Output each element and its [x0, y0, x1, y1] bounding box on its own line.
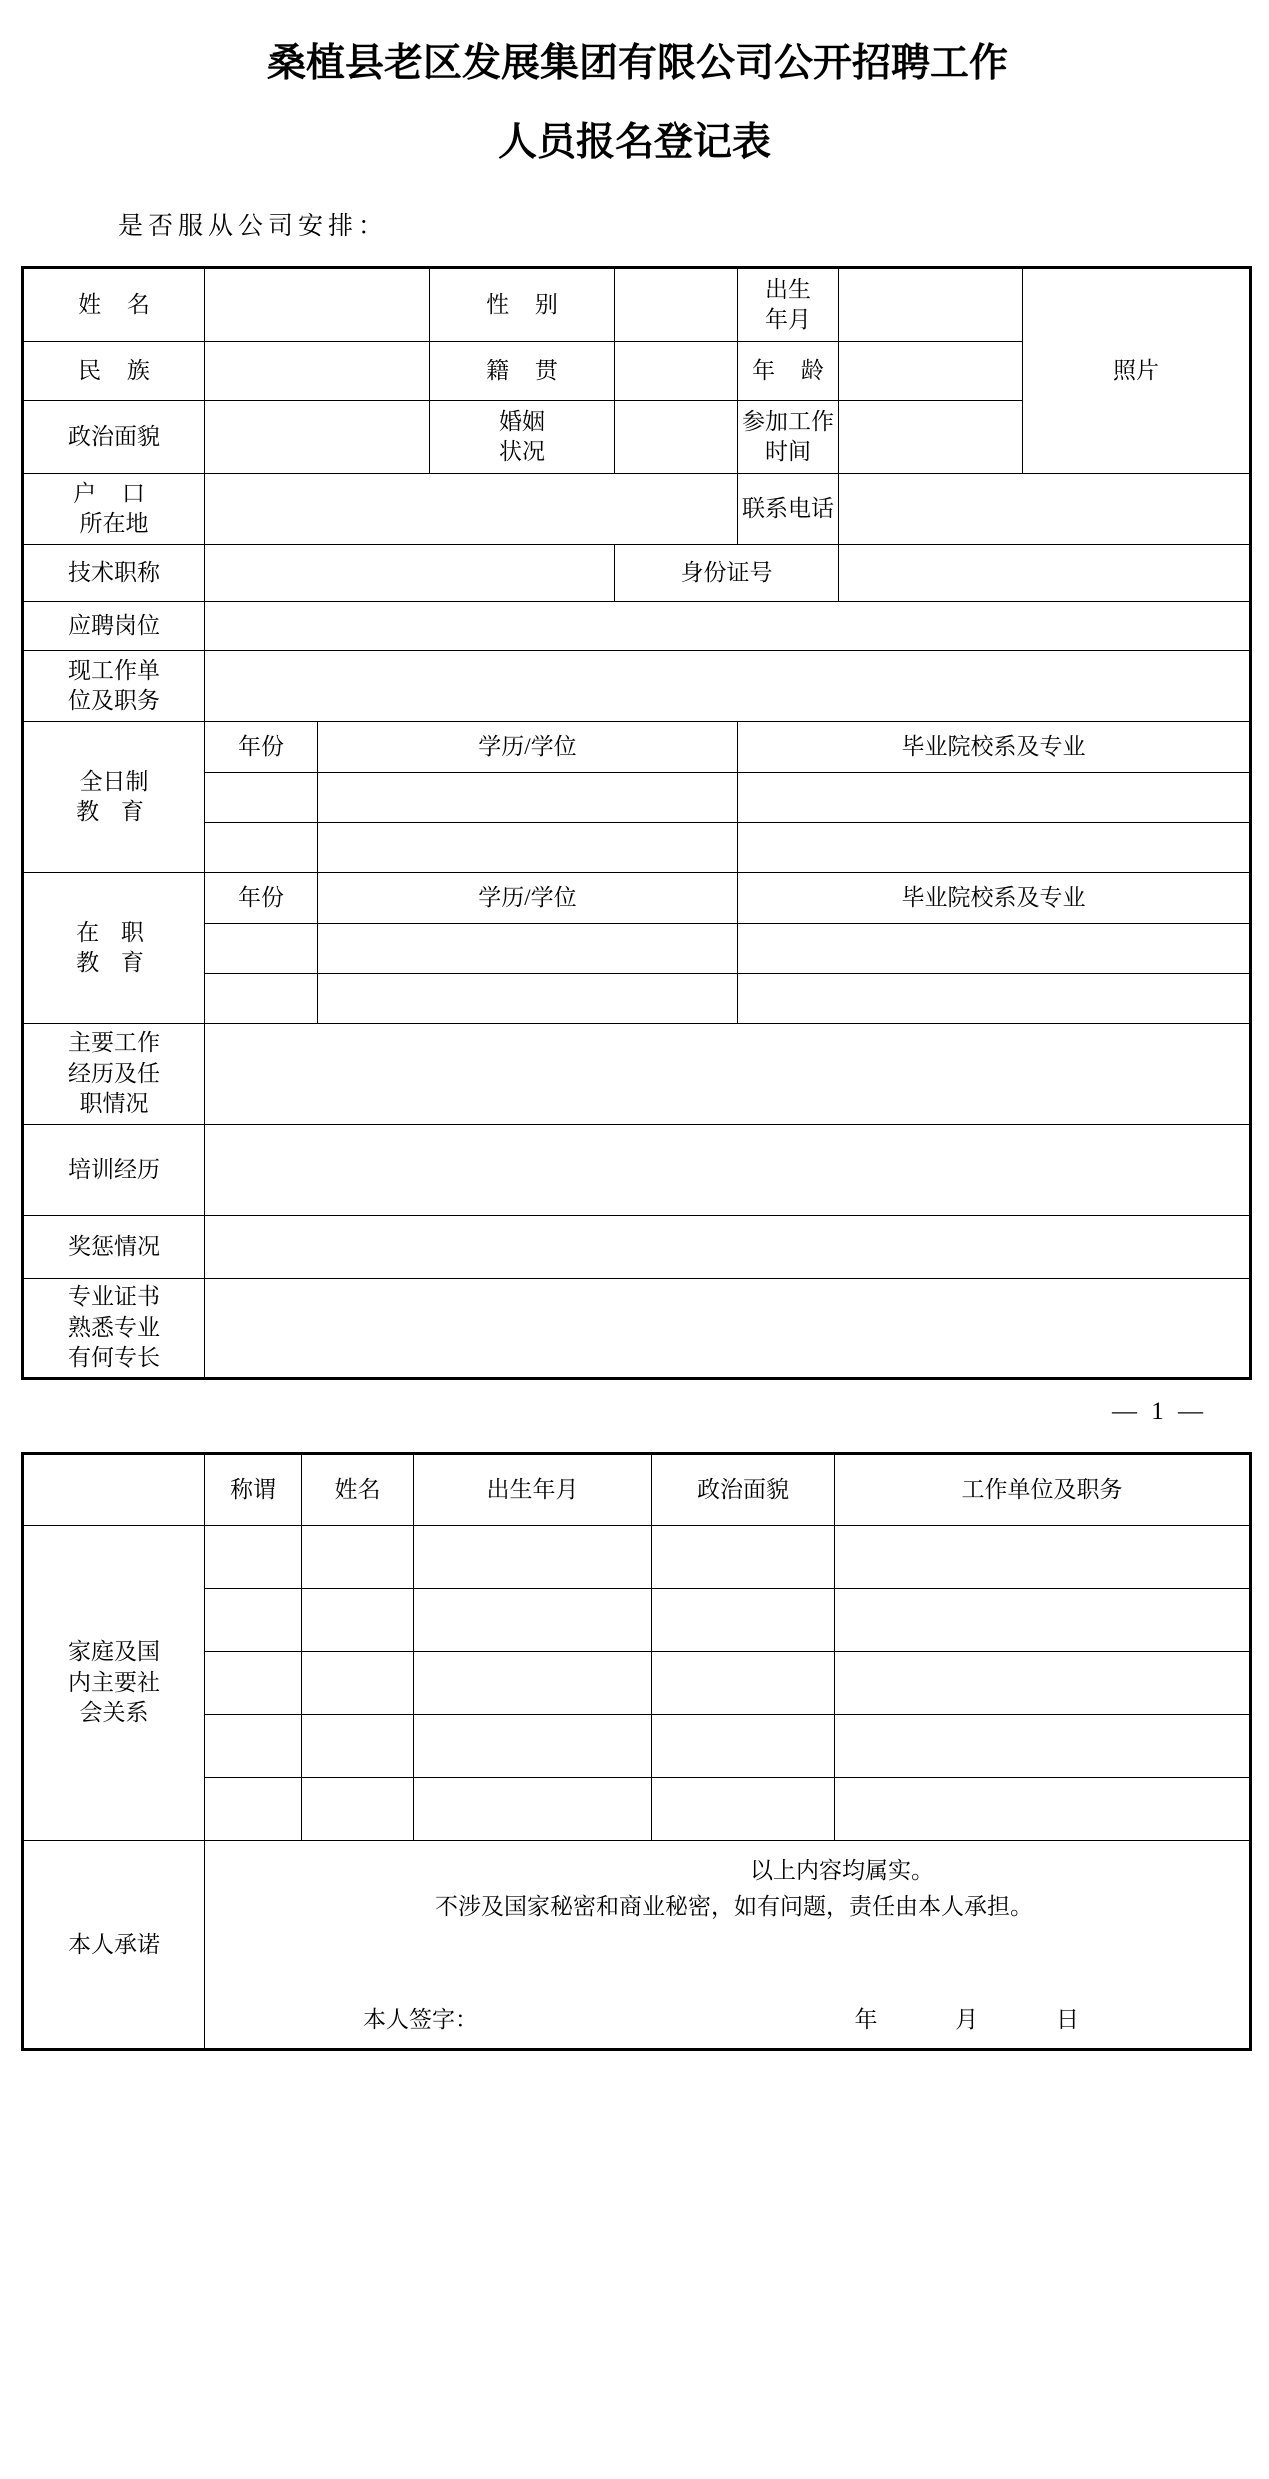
- column-header-relation-birth: 出生年月: [414, 1454, 652, 1526]
- label-fulltime-education-line-1: 全日制: [79, 768, 149, 794]
- label-certificates-line-1: 专业证书: [68, 1284, 160, 1310]
- table-row: [23, 651, 1251, 722]
- label-birth-date-line-2: 年月: [765, 307, 811, 332]
- field-relation-name[interactable]: [302, 1526, 414, 1589]
- column-header-relation-name: 姓名: [302, 1454, 414, 1526]
- label-age: 年 龄: [738, 342, 839, 401]
- label-gender: 性 别: [430, 268, 615, 342]
- label-certificates-line-3: 有何专长: [68, 1345, 160, 1371]
- label-family-social-relations-line-1: 家庭及国: [68, 1639, 160, 1665]
- field-appellation[interactable]: [205, 1526, 302, 1589]
- field-inservice-degree[interactable]: [318, 924, 738, 974]
- field-relation-employer[interactable]: [835, 1778, 1251, 1841]
- label-family-social-relations: [23, 1526, 205, 1841]
- signature-date-label[interactable]: 年 月 日: [854, 2007, 1115, 2033]
- column-header-school: 毕业院校系及专业: [738, 722, 1251, 773]
- commitment-body: [205, 1841, 1249, 2048]
- table-row: [23, 1125, 1251, 1216]
- field-name[interactable]: [205, 268, 430, 342]
- relations-commitment-table: [21, 1452, 1252, 2051]
- field-appellation[interactable]: [205, 1589, 302, 1652]
- label-work-start-time: [738, 401, 839, 474]
- field-fulltime-degree[interactable]: [318, 823, 738, 873]
- field-relation-birth[interactable]: [414, 1652, 652, 1715]
- table-row: [23, 1216, 1251, 1279]
- field-inservice-school[interactable]: [738, 974, 1251, 1024]
- field-relation-employer[interactable]: [835, 1652, 1251, 1715]
- field-relation-birth[interactable]: [414, 1589, 652, 1652]
- column-header-year: 年份: [205, 873, 318, 924]
- label-current-job-line-1: 现工作单: [68, 657, 160, 683]
- label-ethnicity: 民 族: [23, 342, 205, 401]
- label-family-social-relations-line-3: 会关系: [79, 1700, 149, 1726]
- table-row: [23, 974, 1251, 1024]
- title-block: [0, 0, 1269, 165]
- field-relation-political-status[interactable]: [652, 1589, 835, 1652]
- table-row: [23, 474, 1251, 545]
- field-training[interactable]: [205, 1125, 1251, 1216]
- label-political-status: 政治面貌: [23, 401, 205, 474]
- label-training: 培训经历: [23, 1125, 205, 1216]
- label-household-location-line-1: 户 口: [73, 480, 155, 506]
- field-inservice-year[interactable]: [205, 924, 318, 974]
- label-birth-date: [738, 268, 839, 342]
- table-row: [23, 1589, 1251, 1652]
- column-header-relation-political-status: 政治面貌: [652, 1454, 835, 1526]
- field-relation-employer[interactable]: [835, 1589, 1251, 1652]
- field-relation-employer[interactable]: [835, 1715, 1251, 1778]
- field-relation-employer[interactable]: [835, 1526, 1251, 1589]
- field-relation-birth[interactable]: [414, 1715, 652, 1778]
- label-work-history-line-3: 职情况: [79, 1091, 149, 1117]
- table-row: [23, 602, 1251, 651]
- field-appellation[interactable]: [205, 1715, 302, 1778]
- field-fulltime-year[interactable]: [205, 823, 318, 873]
- label-marital-status: [430, 401, 615, 474]
- label-marital-status-line-1: 婚姻: [499, 408, 545, 434]
- label-work-history-line-2: 经历及任: [68, 1060, 160, 1086]
- field-inservice-school[interactable]: [738, 924, 1251, 974]
- field-id-number[interactable]: [839, 545, 1251, 602]
- commitment-line-1: 以上内容均属实。: [750, 1858, 934, 1883]
- label-household-location-line-2: 所在地: [79, 511, 149, 536]
- label-current-job-line-2: 位及职务: [68, 688, 160, 713]
- label-work-history-line-1: 主要工作: [68, 1030, 160, 1056]
- field-relation-name[interactable]: [302, 1715, 414, 1778]
- label-household-location: [23, 474, 205, 545]
- field-current-job[interactable]: [205, 651, 1251, 722]
- table-row: [23, 823, 1251, 873]
- field-work-history[interactable]: [205, 1024, 1251, 1125]
- label-native-place: 籍 贯: [430, 342, 615, 401]
- table-row: [23, 722, 1251, 773]
- field-appellation[interactable]: [205, 1778, 302, 1841]
- page-number: — 1 —: [1112, 1398, 1207, 1425]
- label-personal-commitment: 本人承诺: [23, 1841, 205, 2050]
- label-fulltime-education: [23, 722, 205, 873]
- column-header-relation-employer: 工作单位及职务: [835, 1454, 1251, 1526]
- field-fulltime-school[interactable]: [738, 773, 1251, 823]
- field-relation-birth[interactable]: [414, 1778, 652, 1841]
- relations-corner-cell: [23, 1454, 205, 1526]
- label-birth-date-line-1: 出生: [765, 276, 811, 302]
- table-row: [23, 1024, 1251, 1125]
- photo-placeholder: 照片: [1023, 268, 1251, 474]
- label-marital-status-line-2: 状况: [499, 439, 545, 464]
- field-fulltime-school[interactable]: [738, 823, 1251, 873]
- field-relation-political-status[interactable]: [652, 1526, 835, 1589]
- table-row: [23, 1454, 1251, 1526]
- field-household-location[interactable]: [205, 474, 738, 545]
- column-header-degree: 学历/学位: [318, 873, 738, 924]
- field-phone[interactable]: [839, 474, 1251, 545]
- label-inservice-education-line-2: 教 育: [76, 950, 152, 975]
- column-header-year: 年份: [205, 722, 318, 773]
- field-relation-birth[interactable]: [414, 1526, 652, 1589]
- table-row: [23, 268, 1251, 342]
- field-relation-name[interactable]: [302, 1652, 414, 1715]
- page-title-line-1: 桑植县老区发展集团有限公司公开招聘工作: [266, 41, 1008, 86]
- field-native-place[interactable]: [615, 342, 738, 401]
- page-title-line-2: 人员报名登记表: [497, 120, 771, 165]
- field-rewards-punishments[interactable]: [205, 1216, 1251, 1279]
- label-rewards-punishments: 奖惩情况: [23, 1216, 205, 1279]
- column-header-appellation: 称谓: [205, 1454, 302, 1526]
- field-applied-post[interactable]: [205, 602, 1251, 651]
- column-header-school: 毕业院校系及专业: [738, 873, 1251, 924]
- commitment-cell: [205, 1841, 1251, 2050]
- signature-row: [221, 2002, 1233, 2038]
- main-info-table: [21, 266, 1252, 1380]
- table-row: [23, 1279, 1251, 1379]
- label-work-start-time-line-1: 参加工作: [742, 408, 834, 434]
- table-row: [23, 1841, 1251, 2050]
- label-phone: 联系电话: [738, 474, 839, 545]
- table-row: [23, 1715, 1251, 1778]
- table-row: [23, 545, 1251, 602]
- field-relation-political-status[interactable]: [652, 1778, 835, 1841]
- label-certificates-line-2: 熟悉专业: [68, 1314, 160, 1340]
- field-appellation[interactable]: [205, 1652, 302, 1715]
- label-family-social-relations-line-2: 内主要社: [68, 1669, 160, 1695]
- label-technical-title: 技术职称: [23, 545, 205, 602]
- field-marital-status[interactable]: [615, 401, 738, 474]
- field-relation-name[interactable]: [302, 1778, 414, 1841]
- label-work-history: [23, 1024, 205, 1125]
- signature-label[interactable]: 本人签字：: [363, 2007, 478, 2033]
- table-row: [23, 773, 1251, 823]
- field-work-start-time[interactable]: [839, 401, 1023, 474]
- table-row: [23, 924, 1251, 974]
- field-birth-date[interactable]: [839, 268, 1023, 342]
- label-certificates: [23, 1279, 205, 1379]
- field-fulltime-degree[interactable]: [318, 773, 738, 823]
- field-relation-political-status[interactable]: [652, 1715, 835, 1778]
- column-header-degree: 学历/学位: [318, 722, 738, 773]
- label-id-number: 身份证号: [615, 545, 839, 602]
- label-fulltime-education-line-2: 教 育: [76, 799, 152, 824]
- label-work-start-time-line-2: 时间: [765, 439, 811, 464]
- label-name: 姓 名: [23, 268, 205, 342]
- label-inservice-education: [23, 873, 205, 1024]
- label-current-job: [23, 651, 205, 722]
- table-row: [23, 1526, 1251, 1589]
- field-gender[interactable]: [615, 268, 738, 342]
- field-certificates[interactable]: [205, 1279, 1251, 1379]
- field-political-status[interactable]: [205, 401, 430, 474]
- table-row: [23, 873, 1251, 924]
- field-ethnicity[interactable]: [205, 342, 430, 401]
- field-relation-political-status[interactable]: [652, 1652, 835, 1715]
- label-inservice-education-line-1: 在 职: [76, 919, 152, 945]
- field-age[interactable]: [839, 342, 1023, 401]
- field-technical-title[interactable]: [205, 545, 615, 602]
- table-row: [23, 1652, 1251, 1715]
- label-applied-post: 应聘岗位: [23, 602, 205, 651]
- field-fulltime-year[interactable]: [205, 773, 318, 823]
- field-inservice-year[interactable]: [205, 974, 318, 1024]
- commitment-line-2: 不涉及国家秘密和商业秘密，如有问题，责任由本人承担。: [435, 1893, 1033, 1919]
- table-row: [23, 1778, 1251, 1841]
- field-relation-name[interactable]: [302, 1589, 414, 1652]
- obey-company-arrangement-prompt: 是否服从公司安排：: [118, 213, 389, 240]
- field-inservice-degree[interactable]: [318, 974, 738, 1024]
